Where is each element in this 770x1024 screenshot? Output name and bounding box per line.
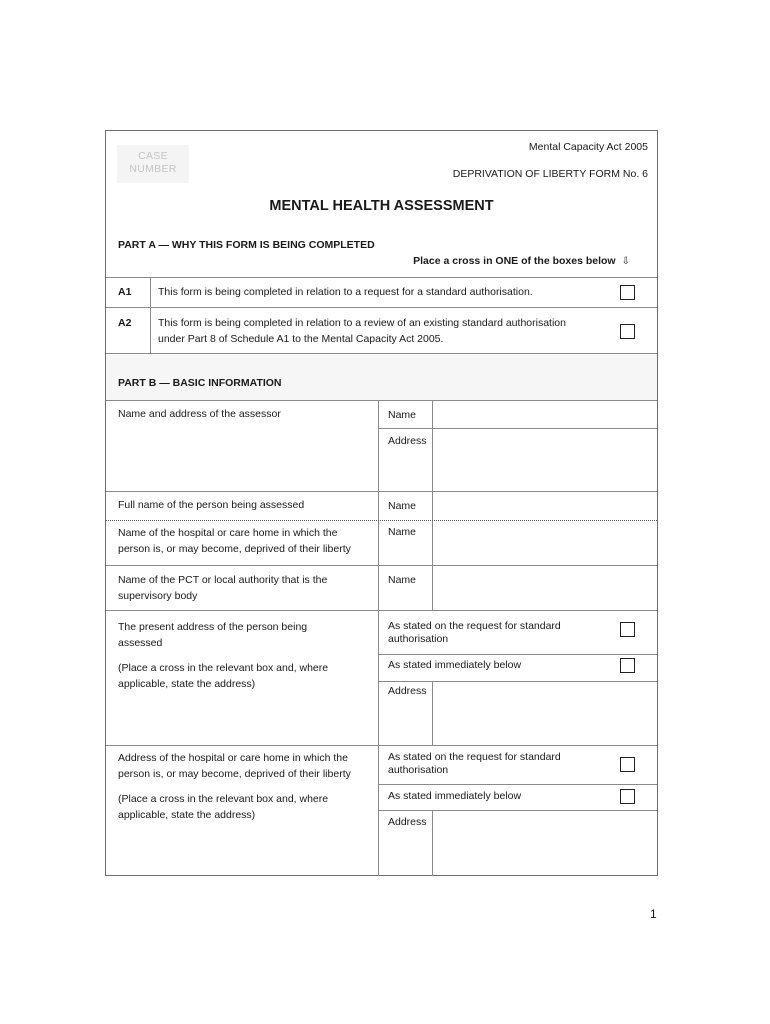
page-title: MENTAL HEALTH ASSESSMENT — [269, 198, 494, 214]
assessor-address-field[interactable] — [434, 430, 656, 490]
present-address-label-line1: The present address of the person being — [118, 621, 308, 633]
pct-label-line1: Name of the PCT or local authority that is the — [118, 574, 328, 586]
arrow-down-icon: ⇩ — [621, 256, 630, 267]
hospital-label-line1: Name of the hospital or care home in which the — [118, 527, 338, 539]
hospital-name-label: Name — [388, 526, 417, 538]
hospital-address-option2: As stated immediately below — [388, 790, 522, 802]
checkbox-a1[interactable] — [620, 285, 635, 300]
row-code-a1: A1 — [118, 286, 132, 298]
present-address-option1-line2: authorisation — [388, 633, 449, 645]
divider — [106, 491, 657, 492]
divider — [106, 400, 657, 401]
divider — [432, 491, 433, 520]
hospital-address-below-checkbox[interactable] — [620, 789, 635, 804]
hospital-address-label-line1: Address of the hospital or care home in which the — [118, 752, 348, 764]
divider — [106, 565, 657, 566]
hospital-label-line2: person is, or may become, deprived of their liberty — [118, 543, 351, 555]
assessor-label: Name and address of the assessor — [118, 408, 281, 420]
assessor-name-label: Name — [388, 409, 417, 421]
hospital-address-as-stated-checkbox[interactable] — [620, 757, 635, 772]
divider — [106, 745, 657, 746]
hospital-address-note-line2: applicable, state the address) — [118, 809, 256, 821]
hospital-address-field[interactable] — [434, 812, 656, 875]
act-name: Mental Capacity Act 2005 — [528, 141, 648, 153]
divider — [432, 681, 433, 745]
divider — [432, 810, 433, 876]
present-address-field[interactable] — [434, 683, 656, 744]
divider — [378, 784, 657, 785]
divider — [106, 610, 657, 611]
form-number: DEPRIVATION OF LIBERTY FORM No. 6 — [452, 168, 648, 180]
person-name-label: Name — [388, 500, 417, 512]
divider — [378, 654, 657, 655]
divider — [432, 400, 433, 491]
hospital-address-label-line2: person is, or may become, deprived of their liberty — [118, 768, 351, 780]
present-address-label-line2: assessed — [118, 637, 163, 649]
row-text-a2-line2: under Part 8 of Schedule A1 to the Mental Capacity Act 2005. — [158, 333, 444, 345]
page-number: 1 — [650, 907, 657, 921]
pct-label-line2: supervisory body — [118, 590, 198, 602]
row-text-a2: This form is being completed in relation to a review of an existing standard authorisation — [158, 317, 566, 329]
case-number-stamp-line: CASE — [138, 150, 168, 162]
divider — [150, 277, 151, 353]
divider — [432, 520, 433, 565]
present-address-option1-line1: As stated on the request for standard — [388, 620, 561, 632]
assessor-name-field[interactable] — [434, 402, 656, 427]
hospital-address-address-label: Address — [388, 816, 427, 828]
divider — [106, 520, 657, 521]
assessor-address-label: Address — [388, 435, 427, 447]
instruction-text: Place a cross in ONE of the boxes below — [413, 255, 616, 267]
divider — [432, 565, 433, 610]
case-number-stamp — [117, 145, 189, 183]
present-address-note-line1: (Place a cross in the relevant box and, where — [118, 662, 329, 674]
present-address-as-stated-checkbox[interactable] — [620, 622, 635, 637]
pct-name-field[interactable] — [434, 567, 656, 609]
hospital-address-note-line1: (Place a cross in the relevant box and, where — [118, 793, 329, 805]
divider — [378, 428, 657, 429]
person-label: Full name of the person being assessed — [118, 499, 305, 511]
part-a-heading: PART A — WHY THIS FORM IS BEING COMPLETED — [118, 239, 375, 251]
hospital-address-option1-line2: authorisation — [388, 764, 449, 776]
divider — [106, 307, 657, 308]
checkbox-a2[interactable] — [620, 324, 635, 339]
present-address-option2: As stated immediately below — [388, 659, 522, 671]
divider — [106, 353, 657, 354]
row-text-a1: This form is being completed in relation to a request for a standard authorisation. — [158, 286, 533, 298]
pct-name-label: Name — [388, 574, 417, 586]
person-name-field[interactable] — [434, 493, 656, 519]
divider — [106, 277, 657, 278]
case-number-stamp-line: NUMBER — [129, 163, 177, 175]
divider — [378, 681, 657, 682]
divider — [378, 400, 379, 876]
present-address-address-label: Address — [388, 685, 427, 697]
hospital-address-option1-line1: As stated on the request for standard — [388, 751, 561, 763]
present-address-below-checkbox[interactable] — [620, 658, 635, 673]
row-code-a2: A2 — [118, 317, 132, 329]
present-address-note-line2: applicable, state the address) — [118, 678, 256, 690]
part-b-heading: PART B — BASIC INFORMATION — [118, 377, 282, 389]
part-a-instruction — [413, 253, 630, 270]
divider — [378, 810, 657, 811]
hospital-name-field[interactable] — [434, 522, 656, 564]
